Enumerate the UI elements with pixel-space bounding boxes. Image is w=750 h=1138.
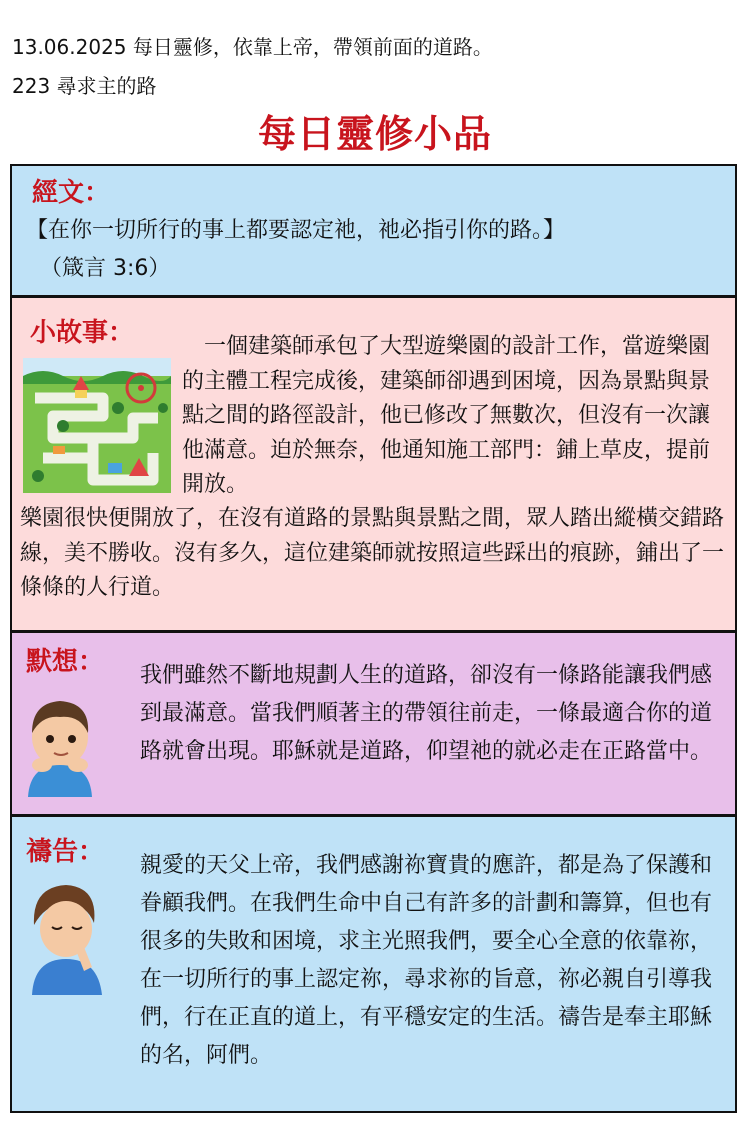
scripture-label: 經文： (32, 178, 111, 208)
praying-boy-image (26, 875, 108, 995)
story-section (10, 296, 737, 632)
prayer-label: 禱告： (26, 837, 105, 867)
story-paragraph-1: 一個建築師承包了大型遊樂園的設計工作，當遊樂園的主體工程完成後，建築師卻遇到困境，因為景點與景點之間的路徑設計，他已修改了無數次，但沒有一次讓他滿意。迫於無奈，他通知施工部門：鋪上草皮，提前開放。 (182, 334, 711, 497)
amusement-park-map-image (23, 358, 171, 493)
prayer-section (10, 815, 737, 1113)
subtitle-line: 223 尋求主的路 (12, 74, 157, 98)
scripture-reference: （箴言 3:6） (40, 256, 171, 281)
thinking-boy-image (18, 689, 102, 797)
story-label: 小故事： (30, 318, 135, 348)
story-paragraph-2: 樂園很快便開放了，在沒有道路的景點與景點之間，眾人踏出縱橫交錯路線，美不勝收。沒有多久，這位建築師就按照這些踩出的痕跡，鋪出了一條條的人行道。 (20, 506, 725, 600)
page-title: 每日靈修小品 (257, 112, 492, 156)
meditation-section (10, 631, 737, 816)
date-line: 13.06.2025 每日靈修，依靠上帝，帶領前面的道路。 (12, 35, 493, 59)
meditation-text: 我們雖然不斷地規劃人生的道路，卻沒有一條路能讓我們感到最滿意。當我們順著主的帶領往前走，一條最適合你的道路就會出現。耶穌就是道路，仰望祂的就必走在正路當中。 (140, 663, 713, 764)
scripture-section (10, 164, 737, 297)
prayer-text: 親愛的天父上帝，我們感謝祢寶貴的應許，都是為了保護和眷顧我們。在我們生命中自己有許多的計劃和籌算，但也有很多的失敗和困境，求主光照我們，要全心全意的依靠祢，在一切所行的事上認定祢，尋求祢的旨意，祢必親自引導我們，行在正直的道上，有平穩安定的生活。禱告是奉主耶穌的名，阿們。 (140, 853, 713, 1068)
meditation-label: 默想： (26, 647, 105, 677)
scripture-text: 【在你一切所行的事上都要認定祂，祂必指引你的路。】 (26, 218, 566, 243)
